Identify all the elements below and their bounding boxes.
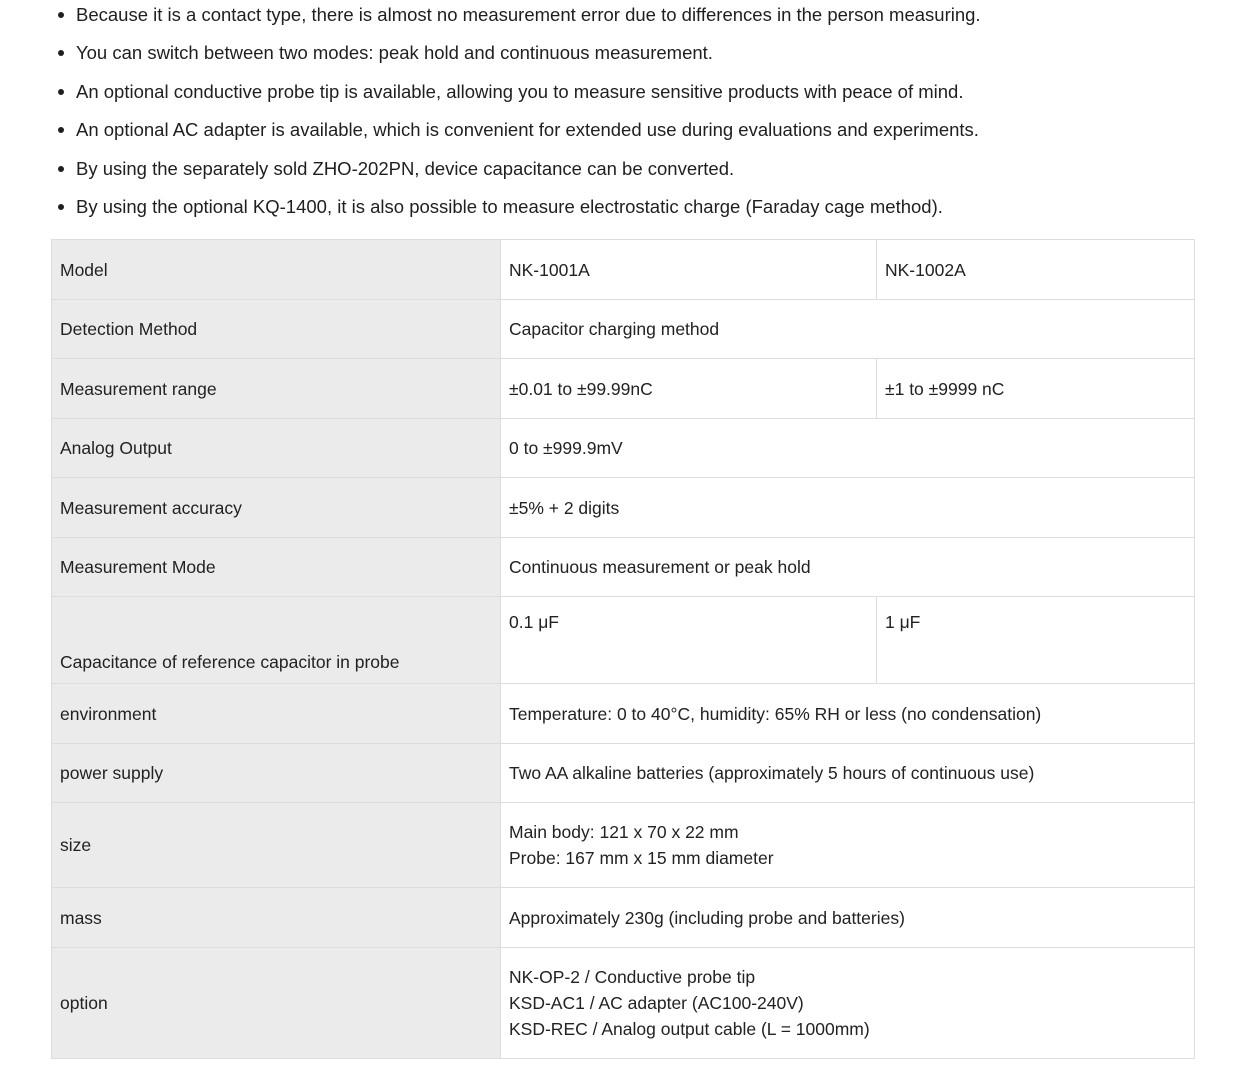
row-label-power-supply: power supply (52, 744, 501, 803)
reference-capacitor-a-cell: 0.1 μF (501, 597, 877, 684)
size-probe: Probe: 167 mm x 15 mm diameter (509, 848, 774, 868)
feature-item (76, 41, 713, 65)
measurement-mode-cell: Continuous measurement or peak hold (501, 538, 1195, 597)
row-label-measurement-accuracy: Measurement accuracy (52, 478, 501, 538)
table-row (52, 684, 1195, 744)
row-label-size: size (52, 803, 501, 888)
feature-text: Because it is a contact type, there is almost no measurement error due to differences in the person measuring. (76, 4, 981, 25)
feature-item (76, 118, 979, 142)
bullet-icon (58, 50, 64, 56)
row-label-environment: environment (52, 684, 501, 744)
table-row (52, 744, 1195, 803)
feature-text: By using the optional KQ-1400, it is also possible to measure electrostatic charge (Faraday cage method). (76, 196, 943, 217)
option-probe-tip: NK-OP-2 / Conductive probe tip (509, 967, 756, 987)
table-row (52, 888, 1195, 948)
feature-text: An optional conductive probe tip is available, allowing you to measure sensitive products with peace of mind. (76, 81, 964, 102)
row-label-measurement-range: Measurement range (52, 359, 501, 419)
row-label-model: Model (52, 240, 501, 300)
analog-output-cell: 0 to ±999.9mV (501, 419, 1195, 478)
table-row (52, 948, 1195, 1059)
table-row (52, 419, 1195, 478)
feature-text: You can switch between two modes: peak hold and continuous measurement. (76, 42, 713, 63)
spec-table (51, 239, 1195, 1059)
reference-capacitor-b-cell: 1 μF (877, 597, 1195, 684)
table-row (52, 538, 1195, 597)
mass-cell: Approximately 230g (including probe and batteries) (501, 888, 1195, 948)
table-row (52, 359, 1195, 419)
feature-item (76, 3, 981, 27)
model-b-cell: NK-1002A (877, 240, 1195, 300)
size-cell (501, 803, 1195, 888)
row-label-mass: mass (52, 888, 501, 948)
option-cell (501, 948, 1195, 1059)
feature-text: An optional AC adapter is available, which is convenient for extended use during evaluations and experiments. (76, 119, 979, 140)
bullet-icon (58, 12, 64, 18)
detection-method-cell: Capacitor charging method (501, 300, 1195, 359)
table-row (52, 300, 1195, 359)
row-label-reference-capacitor: Capacitance of reference capacitor in probe (52, 597, 501, 684)
feature-text: By using the separately sold ZHO-202PN, device capacitance can be converted. (76, 158, 735, 179)
feature-item (76, 80, 963, 104)
row-label-option: option (52, 948, 501, 1059)
power-supply-cell: Two AA alkaline batteries (approximately 5 hours of continuous use) (501, 744, 1195, 803)
table-row (52, 803, 1195, 888)
feature-item (76, 157, 734, 181)
bullet-icon (58, 89, 64, 95)
table-row (52, 240, 1195, 300)
option-ac-adapter: KSD-AC1 / AC adapter (AC100-240V) (509, 993, 804, 1013)
bullet-icon (58, 166, 64, 172)
table-row (52, 597, 1195, 684)
bullet-icon (58, 204, 64, 210)
feature-item (76, 195, 943, 219)
measurement-accuracy-cell: ±5% + 2 digits (501, 478, 1195, 538)
measurement-range-a-cell: ±0.01 to ±99.99nC (501, 359, 877, 419)
row-label-analog-output: Analog Output (52, 419, 501, 478)
row-label-measurement-mode: Measurement Mode (52, 538, 501, 597)
size-main-body: Main body: 121 x 70 x 22 mm (509, 822, 739, 842)
environment-cell: Temperature: 0 to 40°C, humidity: 65% RH or less (no condensation) (501, 684, 1195, 744)
bullet-icon (58, 127, 64, 133)
model-a-cell: NK-1001A (501, 240, 877, 300)
row-label-detection-method: Detection Method (52, 300, 501, 359)
option-output-cable: KSD-REC / Analog output cable (L = 1000mm) (509, 1019, 870, 1039)
measurement-range-b-cell: ±1 to ±9999 nC (877, 359, 1195, 419)
table-row (52, 478, 1195, 538)
